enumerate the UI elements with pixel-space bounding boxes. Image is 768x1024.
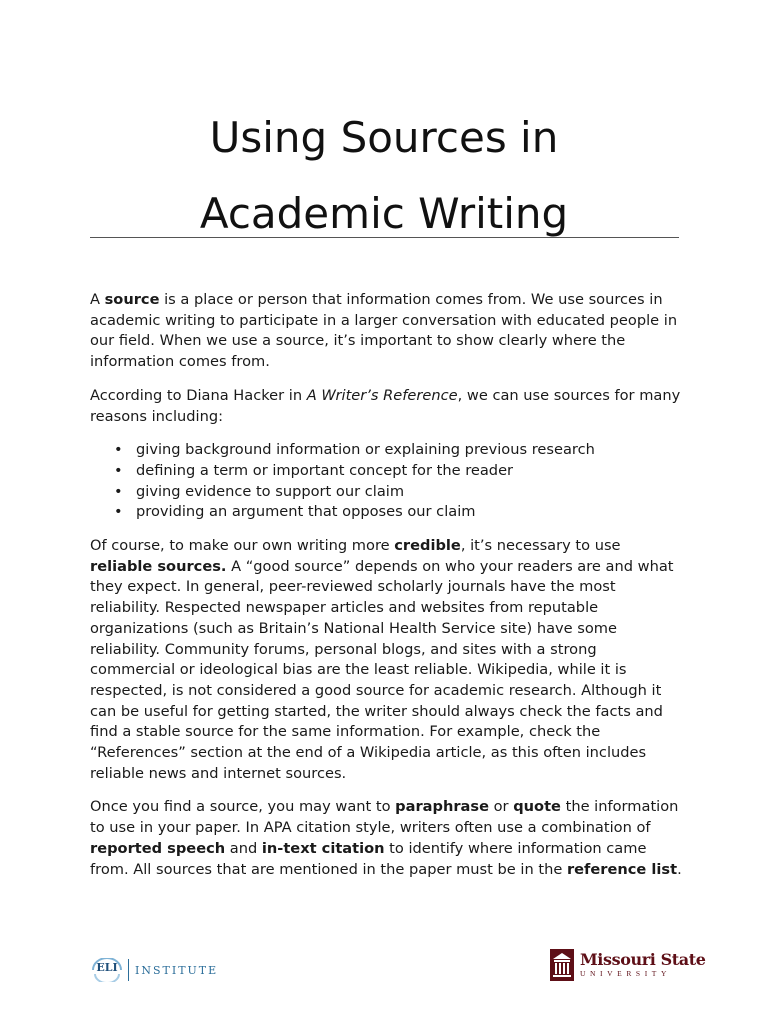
- list-item: • providing an argument that opposes our claim: [136, 502, 682, 523]
- logo-divider: [128, 959, 129, 981]
- book-title: A Writer’s Reference: [306, 386, 458, 404]
- text-run: is a place or person that information comes from. We use sources in academic writing to participate in a larger conversation with educated people in our field. When we use a source, it’s important to show clearly where the information comes from.: [90, 291, 678, 371]
- university-subtitle: UNIVERSITY: [580, 969, 671, 978]
- university-building-icon: [549, 948, 575, 982]
- text-run: and: [225, 839, 262, 857]
- paragraph-reliability: [90, 536, 682, 784]
- text-run: A: [90, 291, 105, 308]
- title-line-1: Using Sources in: [209, 113, 559, 162]
- term-credible: credible: [394, 537, 461, 555]
- term-reliable-sources: reliable sources.: [90, 557, 227, 575]
- text-run: .: [677, 860, 682, 878]
- document-title: [0, 100, 768, 252]
- list-item: • giving background information or explaining previous research: [136, 440, 682, 461]
- term-source: source: [104, 291, 160, 308]
- term-in-text-citation: in-text citation: [261, 839, 385, 857]
- term-paraphrase: paraphrase: [395, 798, 489, 816]
- term-reference-list: reference list: [566, 860, 678, 878]
- reasons-list: [90, 440, 682, 523]
- text-run: the information to use in your paper. In APA citation style, writers often use a combination of: [90, 798, 679, 837]
- eli-institute-logo: [90, 958, 218, 982]
- eli-globe-icon: [90, 958, 124, 982]
- text-run: to identify where information came from. All sources that are mentioned in the paper must be in the: [90, 839, 647, 878]
- title-divider: [90, 237, 679, 238]
- text-run: , we can use sources for many reasons including:: [90, 386, 681, 425]
- university-wordmark: [580, 951, 705, 979]
- text-run: Once you find a source, you may want to: [90, 798, 396, 816]
- university-name: Missouri State: [580, 950, 706, 969]
- text-run: or: [488, 798, 514, 816]
- document-body: [90, 290, 682, 893]
- list-item: • defining a term or important concept for the reader: [136, 461, 682, 482]
- text-run: A “good source” depends on who your readers are and what they expect. In general, peer-reviewed scholarly journals have the most reliability. Respected newspaper articles and websites from reputable organizations (such as Britain’s National Health Service site) have some reliability. Community forums, personal blogs, and sites with a strong commercial or ideological bias are the least reliable. Wikipedia, while it is respected, is not considered a good source for academic research. Although it can be useful for getting started, the writer should always check the facts and find a stable source for the same information. For example, check the “References” section at the end of a Wikipedia article, as this often includes reliable news and internet sources.: [90, 557, 674, 782]
- institute-label: INSTITUTE: [135, 963, 219, 977]
- term-reported-speech: reported speech: [90, 839, 226, 857]
- paragraph-hacker-reference: [90, 386, 682, 427]
- text-run: According to Diana Hacker in: [90, 386, 307, 404]
- title-line-2: Academic Writing: [199, 189, 569, 238]
- paragraph-citation: [90, 797, 682, 880]
- term-quote: quote: [513, 798, 561, 816]
- list-item: • giving evidence to support our claim: [136, 482, 682, 503]
- text-run: , it’s necessary to use: [460, 537, 621, 555]
- text-run: Of course, to make our own writing more: [90, 537, 395, 555]
- svg-text:ELI: ELI: [96, 961, 118, 974]
- paragraph-source-definition: [90, 290, 682, 373]
- missouri-state-logo: [549, 948, 705, 982]
